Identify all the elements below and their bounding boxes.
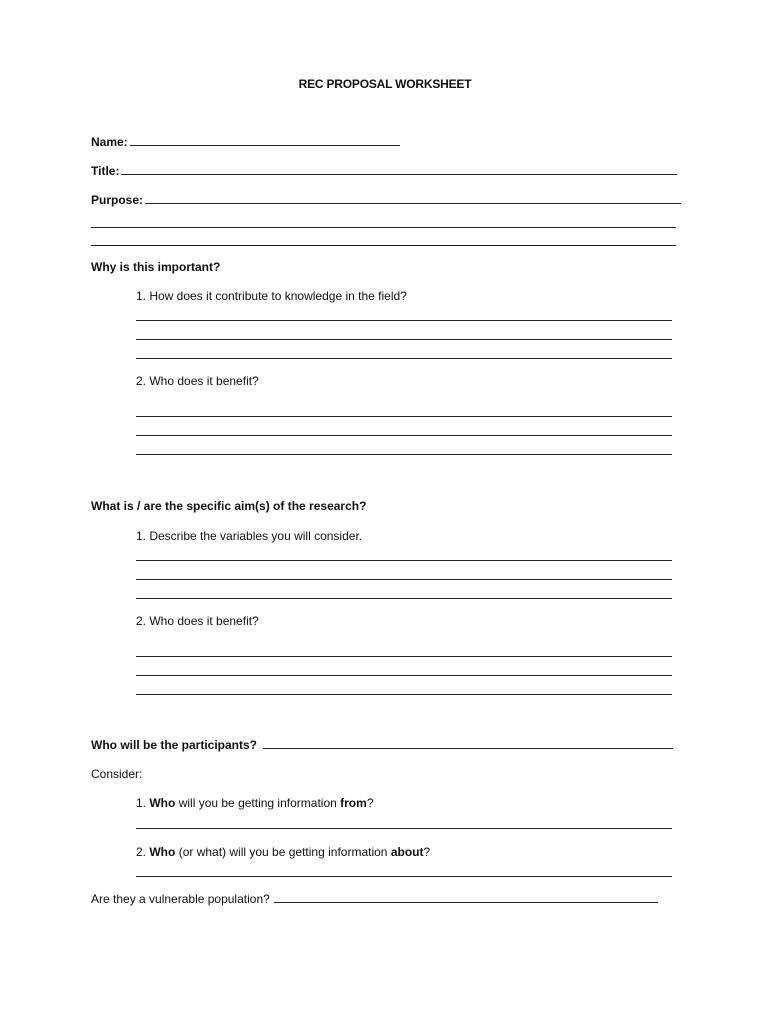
participants-q2-who: Who [149,845,176,859]
participants-q1 [136,796,374,810]
aims-q2-line-3[interactable] [136,694,672,695]
participants-line[interactable] [263,748,673,749]
participants-q2-line[interactable] [136,876,672,877]
name-line[interactable] [130,145,400,146]
aims-q2: 2. Who does it benefit? [136,614,259,628]
importance-q2-line-1[interactable] [136,416,672,417]
participants-q2 [136,845,430,859]
vulnerable-field [91,892,658,906]
participants-q1-from: from [340,796,367,810]
importance-q1-line-2[interactable] [136,339,672,340]
participants-q1-end: ? [366,796,374,810]
aims-heading: What is / are the specific aim(s) of the research? [91,499,367,513]
title-field [91,164,677,178]
name-field [91,135,400,149]
importance-q2-line-3[interactable] [136,454,672,455]
participants-q1-line[interactable] [136,828,672,829]
importance-q1-line-3[interactable] [136,358,672,359]
aims-q1: 1. Describe the variables you will consider. [136,529,363,543]
purpose-line[interactable] [145,203,681,204]
aims-q1-line-2[interactable] [136,579,672,580]
name-label: Name: [91,135,128,149]
page-title: REC PROPOSAL WORKSHEET [298,77,472,91]
importance-q2-line-2[interactable] [136,435,672,436]
importance-q1: 1. How does it contribute to knowledge in the field? [136,289,407,303]
vulnerable-line[interactable] [274,902,658,903]
participants-q1-text: will you be getting information [178,796,337,810]
participants-q1-who: Who [149,796,176,810]
title-label: Title: [91,164,120,178]
title-line[interactable] [121,174,677,175]
aims-q2-line-1[interactable] [136,656,672,657]
purpose-line-2[interactable] [91,227,676,228]
consider-label: Consider: [91,767,143,781]
purpose-field [91,193,681,207]
importance-heading: Why is this important? [91,260,221,274]
aims-q1-line-1[interactable] [136,560,672,561]
participants-q2-number: 2. [136,845,147,859]
participants-heading: Who will be the participants? [91,738,258,752]
participants-q2-text: (or what) will you be getting information [178,845,388,859]
importance-q2: 2. Who does it benefit? [136,374,259,388]
participants-q1-number: 1. [136,796,147,810]
participants-field [91,738,673,752]
participants-q2-about: about [390,845,424,859]
purpose-label: Purpose: [91,193,144,207]
purpose-line-3[interactable] [91,245,676,246]
aims-q1-line-3[interactable] [136,598,672,599]
participants-q2-end: ? [423,845,431,859]
aims-q2-line-2[interactable] [136,675,672,676]
vulnerable-label: Are they a vulnerable population? [91,892,270,906]
importance-q1-line-1[interactable] [136,320,672,321]
